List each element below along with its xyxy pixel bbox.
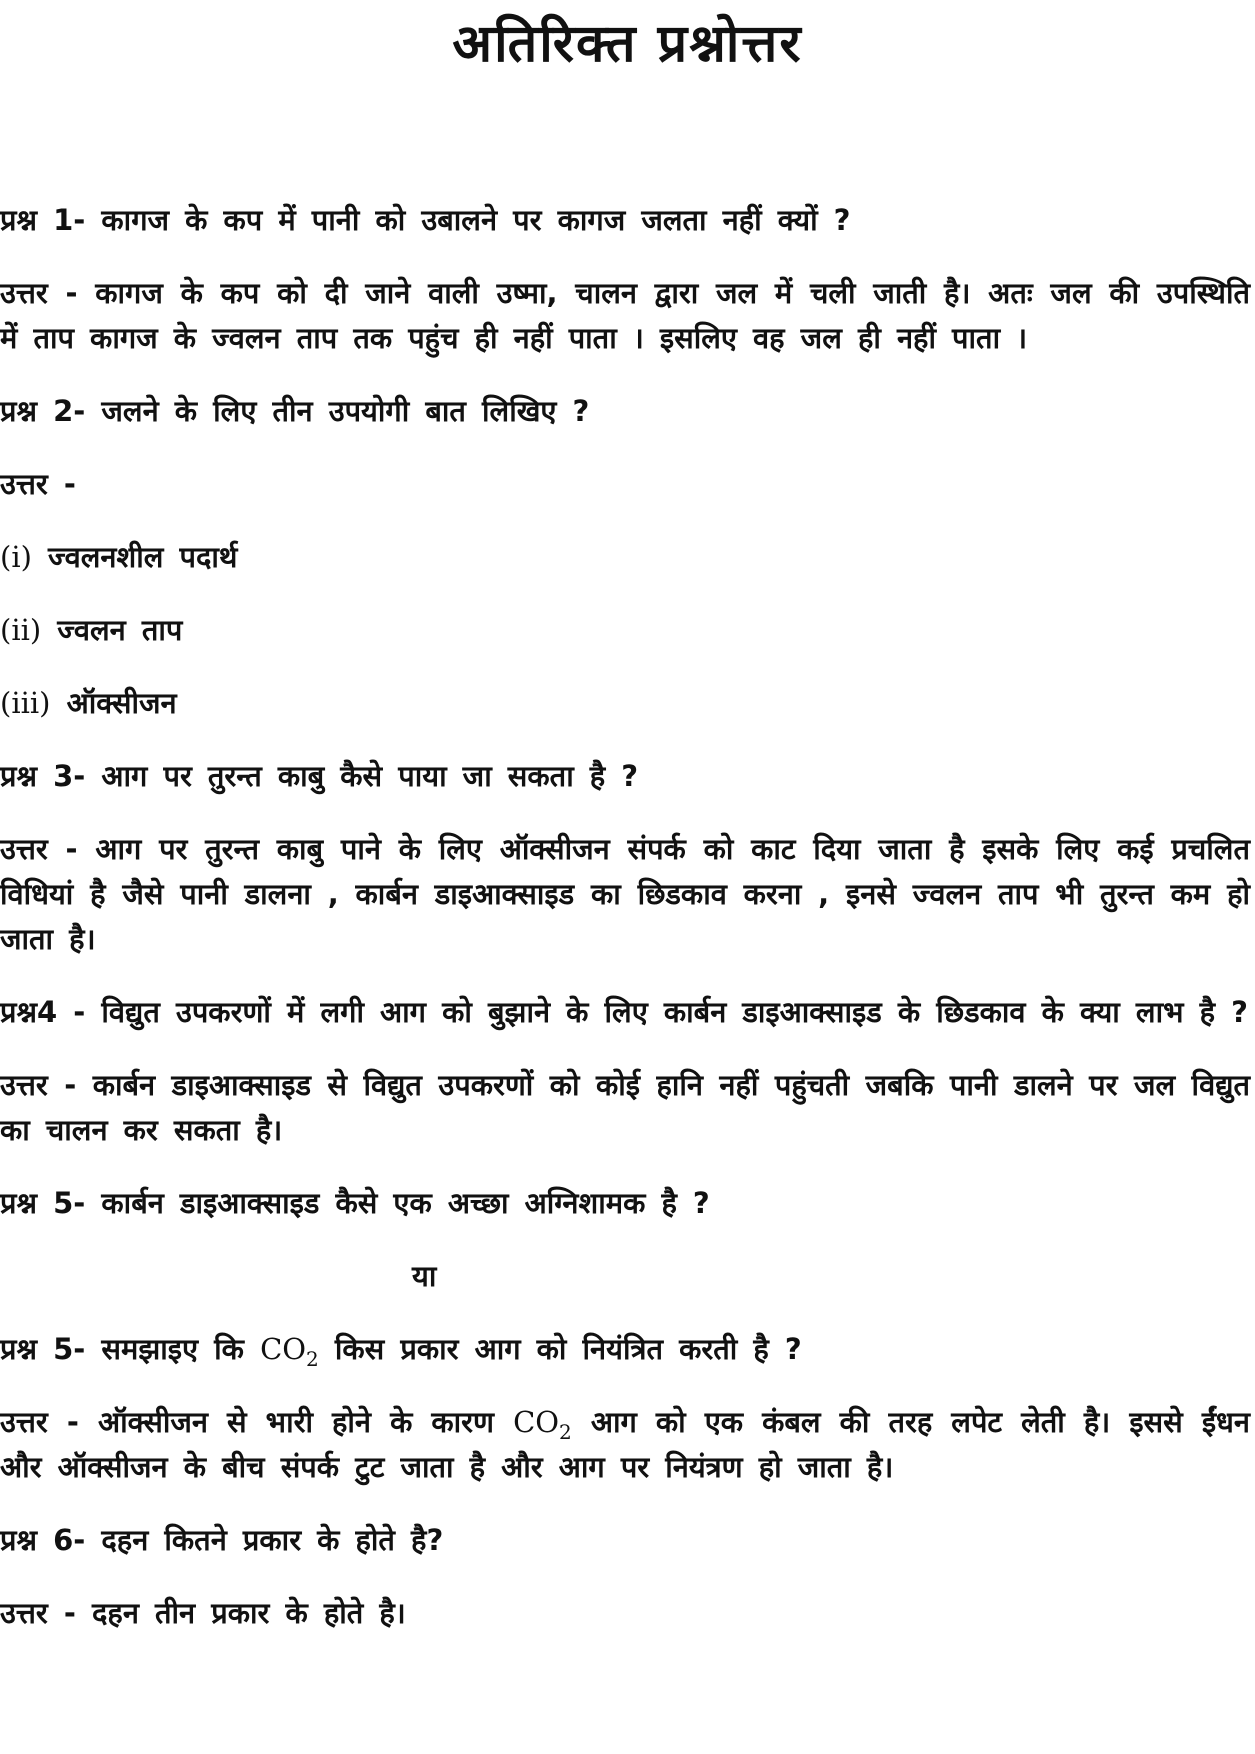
answer-6: उत्तर - दहन तीन प्रकार के होते है।	[0, 1596, 406, 1630]
co2-base: CO	[513, 1405, 560, 1439]
question-6: प्रश्न 6- दहन कितने प्रकार के होते है?	[0, 1523, 444, 1557]
question-5-alt-post: किस प्रकार आग को नियंत्रित करती है ?	[334, 1332, 802, 1366]
question-5-alt-pre: प्रश्न 5- समझाइए कि	[0, 1332, 244, 1366]
question-2: प्रश्न 2- जलने के लिए तीन उपयोगी बात लिखिए ?	[0, 394, 590, 428]
answer-1: उत्तर - कागज के कप को दी जाने वाली उष्मा, चालन द्वारा जल में चली जाती है। अतः जल की उपस्थिति में ताप कागज के ज्वलन ताप तक पहुंच ही नहीं पाता । इसलिए वह जल ही नहीं पाता ।	[0, 276, 1250, 355]
qa-content	[0, 198, 1250, 1664]
item-number: (i)	[0, 540, 32, 574]
item-number: (iii)	[0, 686, 51, 720]
co2-formula	[260, 1332, 319, 1371]
answer-2-item-1	[0, 535, 1250, 580]
answer-2-item-3	[0, 681, 1250, 726]
answer-5-pre: उत्तर - ऑक्सीजन से भारी होने के कारण	[0, 1405, 495, 1439]
or-separator: या	[412, 1259, 437, 1293]
question-3: प्रश्न 3- आग पर तुरन्त काबु कैसे पाया जा सकता है ?	[0, 759, 639, 793]
question-4: प्रश्न4 - विद्युत उपकरणों में लगी आग को बुझाने के लिए कार्बन डाइआक्साइड के छिडकाव के क्या लाभ है ?	[0, 995, 1248, 1029]
answer-5-post: आग को एक कंबल की तरह लपेट लेती है। इससे ईंधन और ऑक्सीजन के बीच संपर्क टुट जाता है और आग पर नियंत्रण हो जाता है।	[0, 1405, 1250, 1484]
answer-2-label: उत्तर -	[0, 467, 76, 501]
item-text: ऑक्सीजन	[66, 686, 177, 720]
item-number: (ii)	[0, 613, 42, 647]
page-title: अतिरिक्त प्रश्नोत्तर	[452, 14, 803, 74]
co2-subscript: 2	[559, 1419, 572, 1444]
answer-5	[0, 1400, 1250, 1490]
question-5: प्रश्न 5- कार्बन डाइआक्साइड कैसे एक अच्छा अग्निशामक है ?	[0, 1186, 710, 1220]
answer-3: उत्तर - आग पर तुरन्त काबु पाने के लिए ऑक्सीजन संपर्क को काट दिया जाता है इसके लिए कई प्रचलित विधियां है जैसे पानी डालना , कार्बन डाइआक्साइड का छिडकाव करना , इनसे ज्वलन ताप भी तुरन्त कम हो जाता है।	[0, 832, 1250, 956]
co2-subscript: 2	[306, 1346, 319, 1371]
co2-formula	[513, 1405, 572, 1444]
question-1: प्रश्न 1- कागज के कप में पानी को उबालने पर कागज जलता नहीं क्यों ?	[0, 203, 851, 237]
answer-2-item-2	[0, 608, 1250, 653]
item-text: ज्वलन ताप	[57, 613, 183, 647]
item-text: ज्वलनशील पदार्थ	[48, 540, 238, 574]
answer-4: उत्तर - कार्बन डाइआक्साइड से विद्युत उपकरणों को कोई हानि नहीं पहुंचती जबकि पानी डालने पर जल विद्युत का चालन कर सकता है।	[0, 1068, 1250, 1147]
question-5-alt	[0, 1327, 1250, 1372]
co2-base: CO	[260, 1332, 307, 1366]
